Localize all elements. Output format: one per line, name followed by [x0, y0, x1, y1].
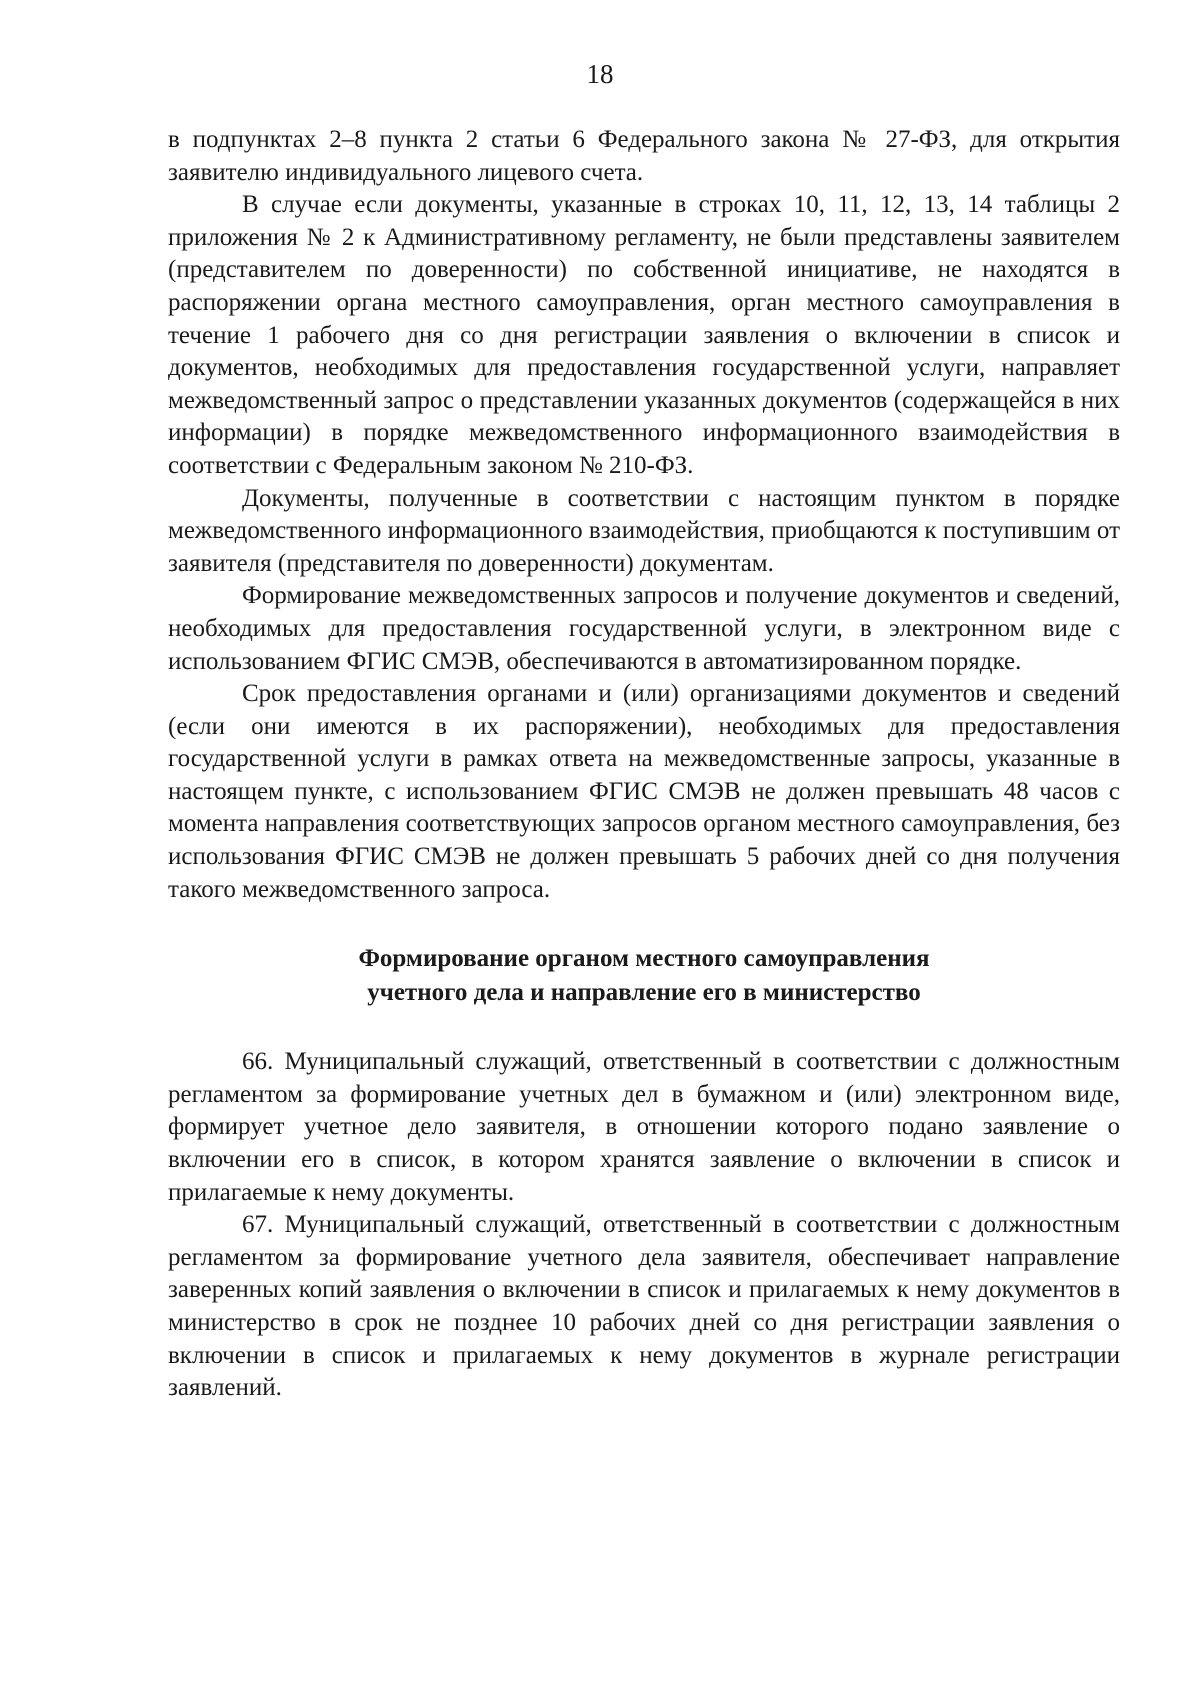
paragraph-item-67: 67. Муниципальный служащий, ответственный в соответствии с должностным регламентом за формирование учетного дела заявителя, обеспечивает направление заверенных копий заявления о включении в список и прилагаемых к нему документов в министерство в срок не позднее 10 рабочих дней со дня регистрации заявления о включении в список и прилагаемых к нему документов в журнале регистрации заявлений. [168, 1211, 1120, 1402]
paragraph-response-deadline: Срок предоставления органами и (или) организациями документов и сведений (если они имеются в их распоряжении), необходимых для предоставления государственной услуги в рамках ответа на межведомственные запросы, указанные в настоящем пункте, с использованием ФГИС СМЭВ не должен превышать 48 часов с момента направления соответствующих запросов органом местного самоуправления, без использования ФГИС СМЭВ не должен превышать 5 рабочих дней со дня получения такого межведомственного запроса. [168, 680, 1120, 903]
paragraph-continuation: в подпунктах 2–8 пункта 2 статьи 6 Федерального закона № 27-ФЗ, для открытия заявителю индивидуального лицевого счета. [168, 126, 1120, 186]
page-number: 18 [586, 59, 614, 89]
section-heading-line-1: Формирование органом местного самоуправления [358, 945, 930, 973]
paragraph-interagency-request: В случае если документы, указанные в строках 10, 11, 12, 13, 14 таблицы 2 приложения № 2 к Административному регламенту, не были представлены заявителем (представителем по доверенности) по собственной инициативе, не находятся в распоряжении органа местного самоуправления, орган местного самоуправления в течение 1 рабочего дня со дня регистрации заявления о включении в список и документов, необходимых для предоставления государственной услуги, направляет межведомственный запрос о представлении указанных документов (содержащейся в них информации) в порядке межведомственного информационного взаимодействия в соответствии с Федеральным законом № 210-ФЗ. [168, 191, 1120, 479]
section-heading-line-2: учетного дела и направление его в министерство [367, 979, 921, 1007]
paragraph-documents-received: Документы, полученные в соответствии с настоящим пунктом в порядке межведомственного информационного взаимодействия, приобщаются к поступившим от заявителя (представителя по доверенности) документам. [168, 484, 1120, 577]
document-body [168, 124, 1120, 1405]
paragraph-item-66: 66. Муниципальный служащий, ответственный в соответствии с должностным регламентом за формирование учетных дел в бумажном и (или) электронном виде, формирует учетное дело заявителя, в отношении которого подано заявление о включении его в список, в котором хранятся заявление о включении в список и прилагаемые к нему документы. [168, 1048, 1120, 1206]
section-heading [168, 942, 1120, 1010]
paragraph-electronic-requests: Формирование межведомственных запросов и получение документов и сведений, необходимых для предоставления государственной услуги, в электронном виде с использованием ФГИС СМЭВ, обеспечиваются в автоматизированном порядке. [168, 582, 1120, 675]
